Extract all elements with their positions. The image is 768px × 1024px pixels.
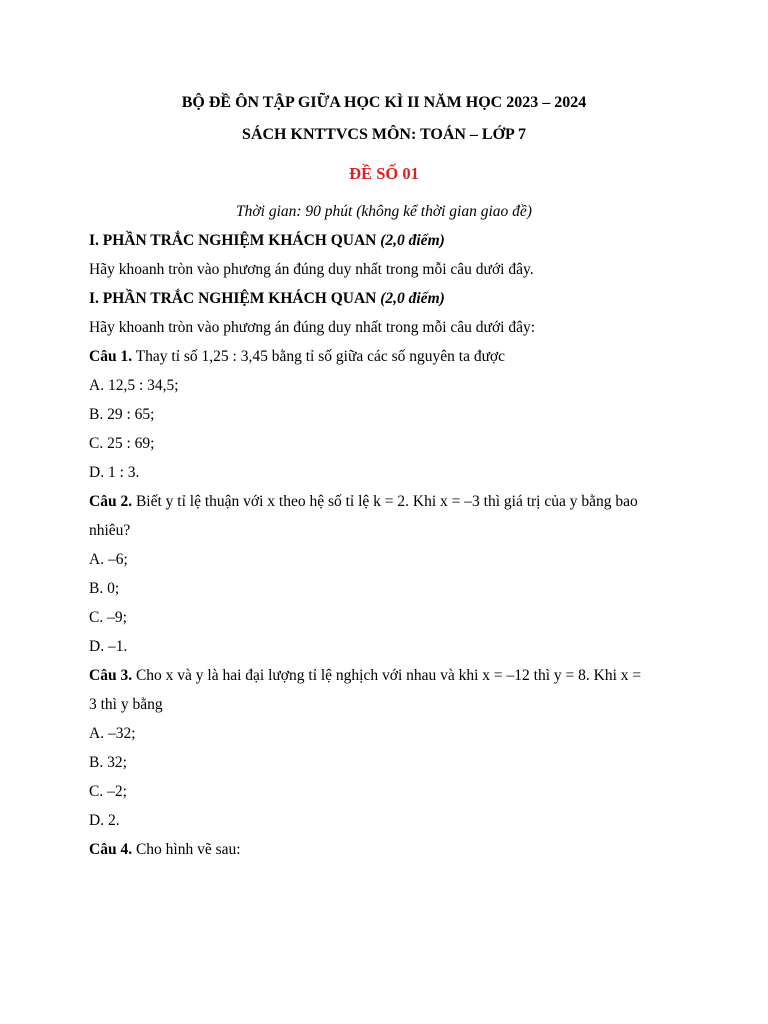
question-label: Câu 4. (89, 841, 133, 858)
question-text: Cho hình vẽ sau: (135, 841, 241, 858)
answer-option: C. 25 : 69; (89, 435, 155, 452)
answer-option: D. –1. (89, 638, 128, 655)
section-points: (2,0 điểm) (380, 290, 445, 307)
section-heading-text: I. PHẦN TRẮC NGHIỆM KHÁCH QUAN (89, 232, 381, 249)
question-text: Cho x và y là hai đại lượng tỉ lệ nghịch với nhau và khi x = –12 thì y = 8. Khi x = (135, 667, 642, 684)
answer-option: C. –9; (89, 609, 127, 626)
question-4-stem (89, 841, 241, 859)
question-text-continuation: nhiêu? (89, 522, 131, 539)
section-heading-text: I. PHẦN TRẮC NGHIỆM KHÁCH QUAN (89, 290, 381, 307)
question-label: Câu 3. (89, 667, 133, 684)
answer-option: B. 32; (89, 754, 127, 771)
question-text: Biết y tỉ lệ thuận với x theo hệ số tỉ lệ k = 2. Khi x = –3 thì giá trị của y bằng bao (135, 493, 638, 510)
question-text: Thay tỉ số 1,25 : 3,45 bằng tỉ số giữa các số nguyên ta được (135, 348, 506, 365)
exam-number: ĐỀ SỐ 01 (349, 164, 419, 183)
section-instruction: Hãy khoanh tròn vào phương án đúng duy nhất trong mỗi câu dưới đây. (89, 261, 534, 278)
section-heading (89, 232, 445, 250)
answer-option: A. –6; (89, 551, 128, 568)
document-title-line1: BỘ ĐỀ ÔN TẬP GIỮA HỌC KÌ II NĂM HỌC 2023 – 2024 (181, 94, 587, 111)
question-2-stem (89, 493, 638, 511)
question-label: Câu 2. (89, 493, 133, 510)
answer-option: B. 29 : 65; (89, 406, 155, 423)
section-instruction: Hãy khoanh tròn vào phương án đúng duy nhất trong mỗi câu dưới đây: (89, 319, 536, 336)
question-label: Câu 1. (89, 348, 133, 365)
question-3-stem (89, 667, 641, 685)
section-points: (2,0 điểm) (380, 232, 445, 249)
answer-option: D. 1 : 3. (89, 464, 140, 481)
answer-option: A. 12,5 : 34,5; (89, 377, 179, 394)
answer-option: C. –2; (89, 783, 127, 800)
question-text-continuation: 3 thì y bằng (89, 696, 163, 713)
section-heading (89, 290, 445, 308)
document-title-line2: SÁCH KNTTVCS MÔN: TOÁN – LỚP 7 (242, 126, 526, 143)
answer-option: A. –32; (89, 725, 136, 742)
time-note: Thời gian: 90 phút (không kể thời gian giao đề) (236, 203, 532, 220)
question-1-stem (89, 348, 505, 366)
answer-option: D. 2. (89, 812, 120, 829)
answer-option: B. 0; (89, 580, 120, 597)
